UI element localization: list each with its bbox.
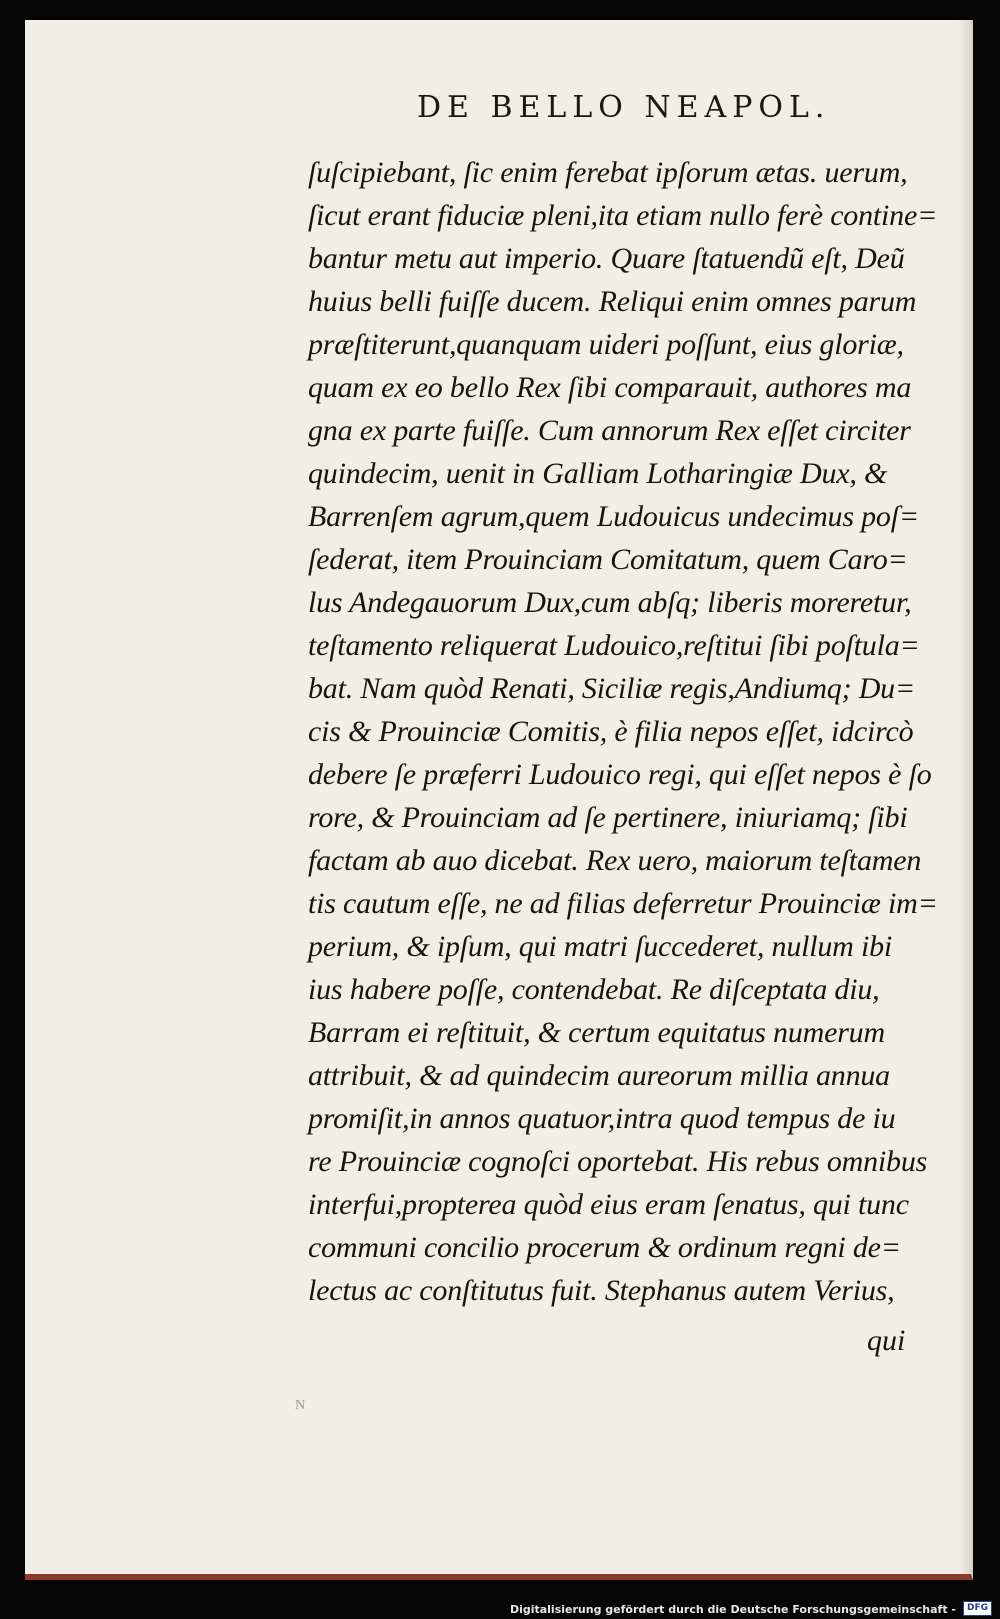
text-line: quindecim, uenit in Galliam Lotharingiæ Dux, & [308, 457, 888, 490]
text-line: debere ſe præferri Ludouico regi, qui eſſet nepos è ſo [308, 758, 932, 791]
text-line: bantur metu aut imperio. Quare ſtatuendũ eſt, Deũ [308, 242, 905, 275]
text-line: bat. Nam quòd Renati, Siciliæ regis,Andiumq; Du= [308, 672, 915, 705]
catchword: qui [867, 1324, 906, 1357]
text-line: attribuit, & ad quindecim aureorum millia annua [308, 1059, 890, 1092]
text-line: promiſit,in annos quatuor,intra quod tempus de iu [308, 1102, 896, 1135]
text-line: rore, & Prouinciam ad ſe pertinere, iniuriamq; ſibi [308, 801, 908, 834]
text-line: teſtamento reliquerat Ludouico,reſtitui ſibi poſtula= [308, 629, 920, 662]
text-line: Barram ei reſtituit, & certum equitatus numerum [308, 1016, 885, 1049]
dfg-logo: DFG [963, 1601, 992, 1616]
text-line: Barrenſem agrum,quem Ludouicus undecimus poſ= [308, 500, 919, 533]
book-page [25, 20, 973, 1580]
text-line: ſicut erant fiduciæ pleni,ita etiam nullo ferè contine= [308, 199, 938, 232]
text-line: præſtiterunt,quanquam uideri poſſunt, eius gloriæ, [308, 328, 904, 361]
text-line: huius belli fuiſſe ducem. Reliqui enim omnes parum [308, 285, 917, 318]
text-line: tis cautum eſſe, ne ad filias deferretur Prouinciæ im= [308, 887, 938, 920]
text-line: ſederat, item Prouinciam Comitatum, quem Caro= [308, 543, 908, 576]
text-line: factam ab auo dicebat. Rex uero, maiorum teſtamen [308, 844, 922, 877]
digitization-credit: Digitalisierung gefördert durch die Deutsche Forschungsgemeinschaft - [509, 1603, 956, 1616]
text-line: cis & Prouinciæ Comitis, è filia nepos eſſet, idcircò [308, 715, 914, 748]
signature-mark: N [295, 1398, 306, 1413]
text-line: quam ex eo bello Rex ſibi comparauit, authores ma [308, 371, 912, 404]
text-line: ius habere poſſe, contendebat. Re diſceptata diu, [308, 973, 880, 1006]
text-line: interfui,propterea quòd eius eram ſenatus, qui tunc [308, 1188, 909, 1221]
text-line: re Prouinciæ cognoſci oportebat. His rebus omnibus [308, 1145, 928, 1178]
text-line: lus Andegauorum Dux,cum abſq; liberis moreretur, [308, 586, 912, 619]
text-line: lectus ac conſtitutus fuit. Stephanus autem Verius, [308, 1274, 895, 1307]
text-line: communi concilio procerum & ordinum regni de= [308, 1231, 901, 1264]
text-line: ſuſcipiebant, ſic enim ferebat ipſorum ætas. uerum, [308, 156, 908, 189]
running-head: DE BELLO NEAPOL. [417, 90, 831, 125]
text-line: gna ex parte fuiſſe. Cum annorum Rex eſſet circiter [308, 414, 911, 447]
text-line: perium, & ipſum, qui matri ſuccederet, nullum ibi [308, 930, 893, 963]
text-block [308, 151, 963, 1312]
